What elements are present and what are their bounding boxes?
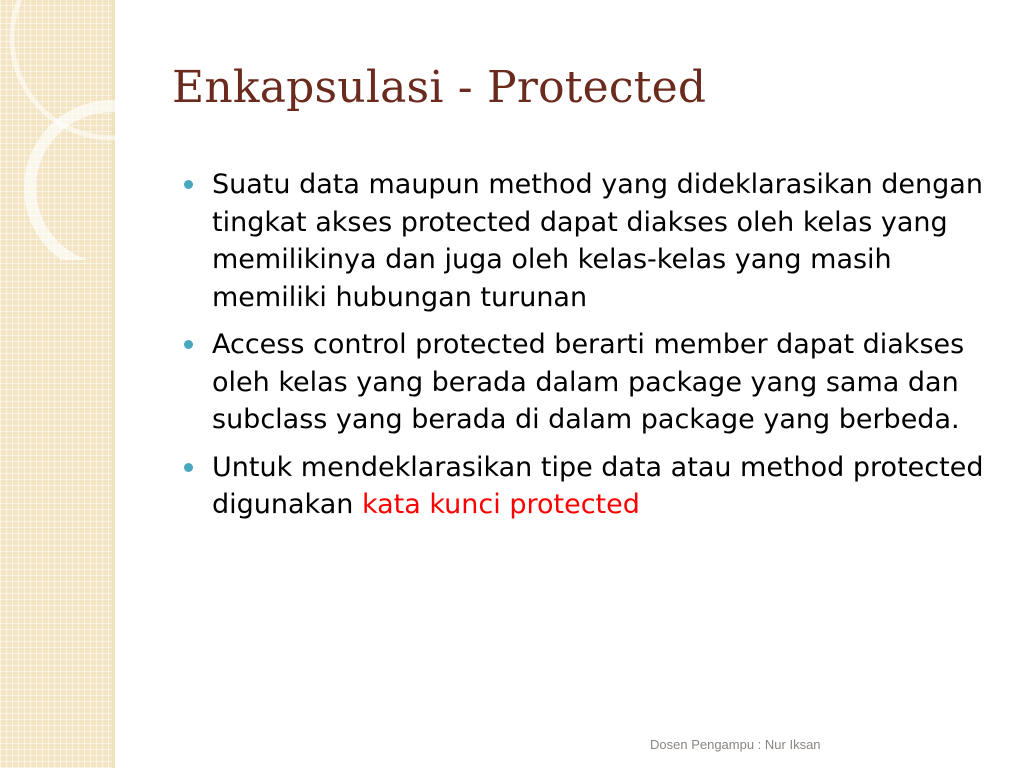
bullet-item xyxy=(184,166,994,316)
highlighted-keyword: kata kunci protected xyxy=(361,489,640,520)
decorative-rings xyxy=(0,0,140,260)
slide-title: Enkapsulasi - Protected xyxy=(172,62,707,113)
bullet-text: Access control protected berarti member dapat diakses oleh kelas yang berada dalam package yang sama dan subclass yang berada di dalam package yang berbeda. xyxy=(212,329,965,435)
bullet-dot-icon xyxy=(184,463,193,472)
bullet-item xyxy=(184,326,994,439)
bullet-item xyxy=(184,449,994,524)
bullet-dot-icon xyxy=(184,180,193,189)
bullet-list xyxy=(184,166,994,534)
bullet-dot-icon xyxy=(184,340,193,349)
footer-credit: Dosen Pengampu : Nur Iksan xyxy=(650,737,821,752)
bullet-text: Untuk mendeklarasikan tipe data atau method protected digunakan xyxy=(212,451,984,520)
bullet-text: Suatu data maupun method yang dideklarasikan dengan tingkat akses protected dapat diakses oleh kelas yang memilikinya dan juga oleh kelas-kelas yang masih memiliki hubungan turunan xyxy=(212,169,983,313)
